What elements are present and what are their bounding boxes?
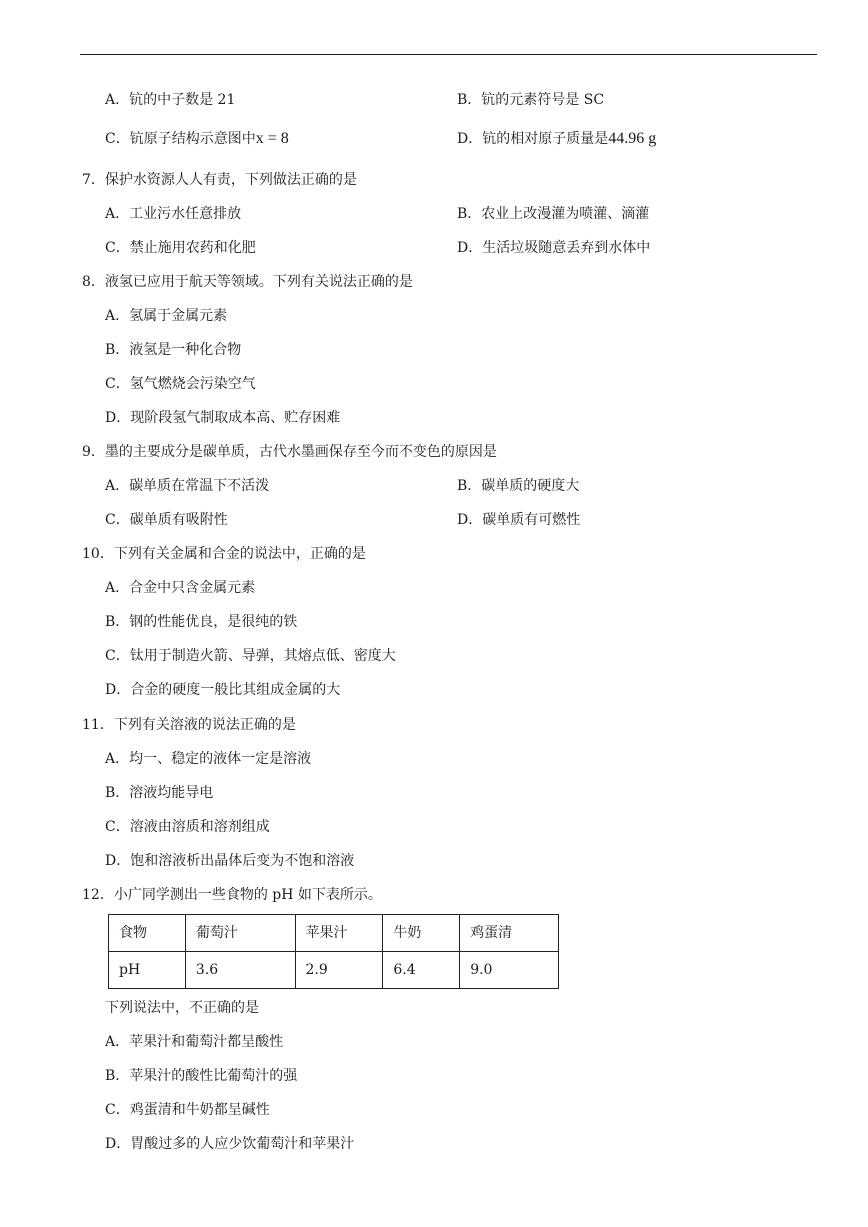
q9-option-a: A．碳单质在常温下不活泼 [105, 478, 270, 494]
q9-stem: 9．墨的主要成分是碳单质，古代水墨画保存至今而不变色的原因是 [82, 444, 497, 460]
ph-table-value-row [109, 952, 559, 989]
q8-stem: 8．液氢已应用于航天等领域。下列有关说法正确的是 [82, 274, 413, 290]
q9-option-d: D．碳单质有可燃性 [457, 512, 581, 528]
q12-option-d: D．胃酸过多的人应少饮葡萄汁和苹果汁 [105, 1136, 355, 1152]
q6-option-c-math: x = 8 [255, 130, 289, 147]
ph-table-cell: pH [109, 952, 186, 989]
ph-table-header-row [109, 915, 559, 952]
ph-table-cell: 苹果汁 [295, 915, 383, 952]
q10-option-b: B．钢的性能优良，是很纯的铁 [105, 614, 298, 630]
q12-option-c: C．鸡蛋清和牛奶都呈碱性 [105, 1102, 270, 1118]
ph-table-cell: 3.6 [185, 952, 295, 989]
q12-stem: 12．小广同学测出一些食物的 pH 如下表所示。 [82, 887, 382, 903]
q7-option-c: C．禁止施用农药和化肥 [105, 240, 256, 256]
q11-option-c: C．溶液由溶质和溶剂组成 [105, 819, 270, 835]
q8-option-d: D．现阶段氢气制取成本高、贮存困难 [105, 410, 341, 426]
q11-option-d: D．饱和溶液析出晶体后变为不饱和溶液 [105, 853, 355, 869]
ph-table-cell: 葡萄汁 [185, 915, 295, 952]
q6-option-c-text: C．钪原子结构示意图中 [105, 131, 256, 147]
ph-table-cell: 牛奶 [383, 915, 460, 952]
q6-option-a: A．钪的中子数是 21 [105, 92, 236, 108]
q11-option-a: A．均一、稳定的液体一定是溶液 [105, 751, 312, 767]
q8-option-c: C．氢气燃烧会污染空气 [105, 376, 256, 392]
q12-option-b: B．苹果汁的酸性比葡萄汁的强 [105, 1068, 298, 1084]
q10-option-c: C．钛用于制造火箭、导弹，其熔点低、密度大 [105, 648, 396, 664]
q10-option-d: D．合金的硬度一般比其组成金属的大 [105, 682, 341, 698]
ph-table-cell: 2.9 [295, 952, 383, 989]
q6-option-d-math: 44.96 g [608, 130, 657, 147]
ph-table-cell: 鸡蛋清 [460, 915, 559, 952]
q10-stem: 10．下列有关金属和合金的说法中，正确的是 [82, 546, 366, 562]
ph-table-cell: 6.4 [383, 952, 460, 989]
ph-table [108, 914, 559, 989]
q8-option-a: A．氢属于金属元素 [105, 308, 228, 324]
q9-option-c: C．碳单质有吸附性 [105, 512, 228, 528]
ph-table-cell: 9.0 [460, 952, 559, 989]
q10-option-a: A．合金中只含金属元素 [105, 580, 256, 596]
q8-option-b: B．液氢是一种化合物 [105, 342, 242, 358]
q6-option-b: B．钪的元素符号是 SC [457, 92, 605, 108]
q9-option-b: B．碳单质的硬度大 [457, 478, 580, 494]
q11-stem: 11．下列有关溶液的说法正确的是 [82, 717, 296, 733]
ph-table-cell: 食物 [109, 915, 186, 952]
q7-option-b: B．农业上改漫灌为喷灌、滴灌 [457, 206, 650, 222]
q7-option-a: A．工业污水任意排放 [105, 206, 242, 222]
q7-option-d: D．生活垃圾随意丢弃到水体中 [457, 240, 651, 256]
q6-option-d [457, 129, 656, 149]
q12-option-a: A．苹果汁和葡萄汁都呈酸性 [105, 1034, 284, 1050]
header-rule [80, 54, 817, 55]
q7-stem: 7．保护水资源人人有责，下列做法正确的是 [82, 172, 357, 188]
q12-sub-stem: 下列说法中，不正确的是 [105, 1000, 259, 1016]
q6-option-c [105, 129, 289, 149]
q6-option-d-text: D．钪的相对原子质量是 [457, 131, 609, 147]
q11-option-b: B．溶液均能导电 [105, 785, 214, 801]
